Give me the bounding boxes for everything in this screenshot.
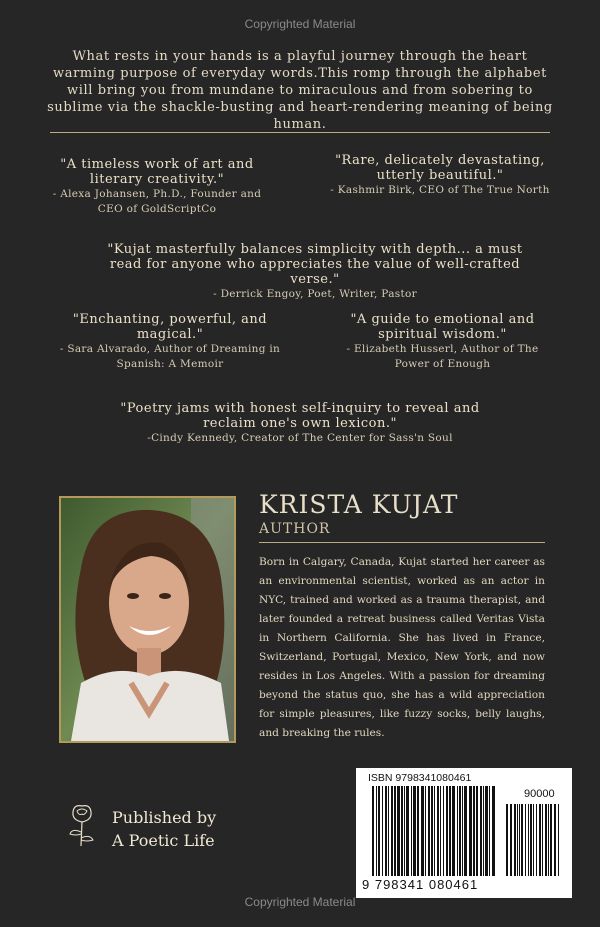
barcode-bar xyxy=(528,804,529,876)
author-bio: Born in Calgary, Canada, Kujat started her career as an environmental scientist, worked as an actor in NYC, trained and worked as a trauma therapist, and later founded a retreat business called Veritas Vista in Northern California. She has lived in France, Switzerland, Portugal, Mexico, New York, and now resides in Los Angeles. With a passion for dreaming beyond the status quo, she has a wild appreciation for simple pleasures, like fuzzy socks, belly laughs, and breaking the rules. xyxy=(259,556,545,739)
quote-attribution: - Alexa Johansen, Ph.D., Founder and CEO of GoldScriptCo xyxy=(52,188,262,215)
quote-attribution: - Sara Alvarado, Author of Dreaming in Spanish: A Memoir xyxy=(59,343,281,370)
barcode-digits: 9 798341 080461 xyxy=(362,877,479,892)
barcode-bar xyxy=(372,786,374,876)
quote-6 xyxy=(95,401,505,446)
publisher-line-2: A Poetic Life xyxy=(112,831,215,850)
barcode-bar xyxy=(434,786,435,876)
quote-3 xyxy=(100,242,530,302)
quote-text: "Poetry jams with honest self-inquiry to reveal and reclaim one's own lexicon." xyxy=(120,401,480,431)
barcode-bar xyxy=(485,786,488,876)
barcode-bar xyxy=(510,804,512,876)
barcode-bar xyxy=(443,786,444,876)
barcode-bar xyxy=(452,786,455,876)
barcode-bar xyxy=(425,786,426,876)
barcode-bar xyxy=(394,786,396,876)
barcode-bar xyxy=(378,786,380,876)
author-portrait-illustration xyxy=(61,498,234,741)
barcode-bar xyxy=(506,804,508,876)
barcode-bar xyxy=(489,786,490,876)
quote-text: "A timeless work of art and literary creativity." xyxy=(60,157,254,187)
author-name: KRISTA KUJAT xyxy=(259,490,459,519)
barcode-bar xyxy=(391,786,393,876)
barcode-bar xyxy=(492,786,495,876)
barcode-bar xyxy=(457,786,458,876)
rose-icon xyxy=(64,800,100,852)
barcode-bar xyxy=(530,804,532,876)
barcode-bar xyxy=(411,786,412,876)
author-role: AUTHOR xyxy=(259,521,331,537)
barcode-bar xyxy=(413,786,416,876)
barcode-bar xyxy=(464,786,467,876)
barcode-bar xyxy=(533,804,534,876)
barcode-bar xyxy=(446,786,448,876)
barcode-bar xyxy=(388,786,389,876)
barcode-bar xyxy=(437,786,439,876)
barcode-bar xyxy=(521,804,523,876)
quote-attribution: -Cindy Kennedy, Creator of The Center for Sass'n Soul xyxy=(147,432,453,444)
back-cover-blurb: What rests in your hands is a playful journey through the heart warming purpose of everyday words.This romp through the alphabet will bring you from mundane to miraculous and from sobering to sublime via the shackle-busting and heart-rendering meaning of being human. xyxy=(47,49,553,132)
isbn-barcode xyxy=(356,768,572,898)
quote-1 xyxy=(52,157,262,217)
barcode-bar xyxy=(558,804,559,876)
author-photo xyxy=(59,496,236,743)
barcode-bar xyxy=(382,786,383,876)
quote-2 xyxy=(330,153,550,198)
watermark-bottom: Copyrighted Material xyxy=(244,895,356,909)
publisher-block xyxy=(112,806,216,852)
watermark-top: Copyrighted Material xyxy=(244,17,356,31)
quote-text: "A guide to emotional and spiritual wisdom." xyxy=(350,312,535,342)
quote-5 xyxy=(340,312,545,372)
barcode-bar xyxy=(376,786,377,876)
price-code: 90000 xyxy=(524,788,555,800)
barcode-bar xyxy=(514,804,516,876)
barcode-bar xyxy=(550,804,552,876)
barcode-bar xyxy=(473,786,475,876)
barcode-bar xyxy=(469,786,472,876)
quote-text: "Rare, delicately devastating, utterly beautiful." xyxy=(335,153,545,183)
barcode-bar xyxy=(406,786,409,876)
barcode-bar xyxy=(462,786,463,876)
quote-attribution: - Derrick Engoy, Poet, Writer, Pastor xyxy=(213,288,417,300)
barcode-bar xyxy=(397,786,400,876)
barcode-bar xyxy=(449,786,451,876)
divider-top xyxy=(50,132,550,133)
barcode-bar xyxy=(440,786,441,876)
barcode-bar xyxy=(525,804,526,876)
barcode-bar xyxy=(431,786,433,876)
quote-text: "Enchanting, powerful, and magical." xyxy=(72,312,268,342)
barcode-bar xyxy=(404,786,405,876)
barcode-bar xyxy=(548,804,549,876)
quote-attribution: - Elizabeth Husserl, Author of The Power of Enough xyxy=(346,343,539,370)
publisher-line-1: Published by xyxy=(112,808,217,827)
barcode-bar xyxy=(539,804,541,876)
barcode-bar xyxy=(476,786,478,876)
barcode-bar xyxy=(385,786,387,876)
quote-4 xyxy=(55,312,285,372)
barcode-bar xyxy=(517,804,518,876)
barcode-bar xyxy=(417,786,419,876)
barcode-bar xyxy=(519,804,520,876)
barcode-bar xyxy=(483,786,484,876)
barcode-bar xyxy=(428,786,430,876)
barcode-bar xyxy=(459,786,461,876)
barcode-bar xyxy=(542,804,543,876)
barcode-bar xyxy=(480,786,482,876)
author-divider xyxy=(259,542,545,543)
barcode-bar xyxy=(536,804,537,876)
barcode-bar xyxy=(545,804,547,876)
barcode-bar xyxy=(401,786,403,876)
isbn-label: ISBN 9798341080461 xyxy=(368,772,472,784)
quote-attribution: - Kashmir Birk, CEO of The True North xyxy=(330,184,550,196)
quote-text: "Kujat masterfully balances simplicity with depth... a must read for anyone who appreciates the value of well-crafted verse." xyxy=(107,242,523,287)
barcode-bar xyxy=(554,804,556,876)
barcode-bar xyxy=(421,786,424,876)
